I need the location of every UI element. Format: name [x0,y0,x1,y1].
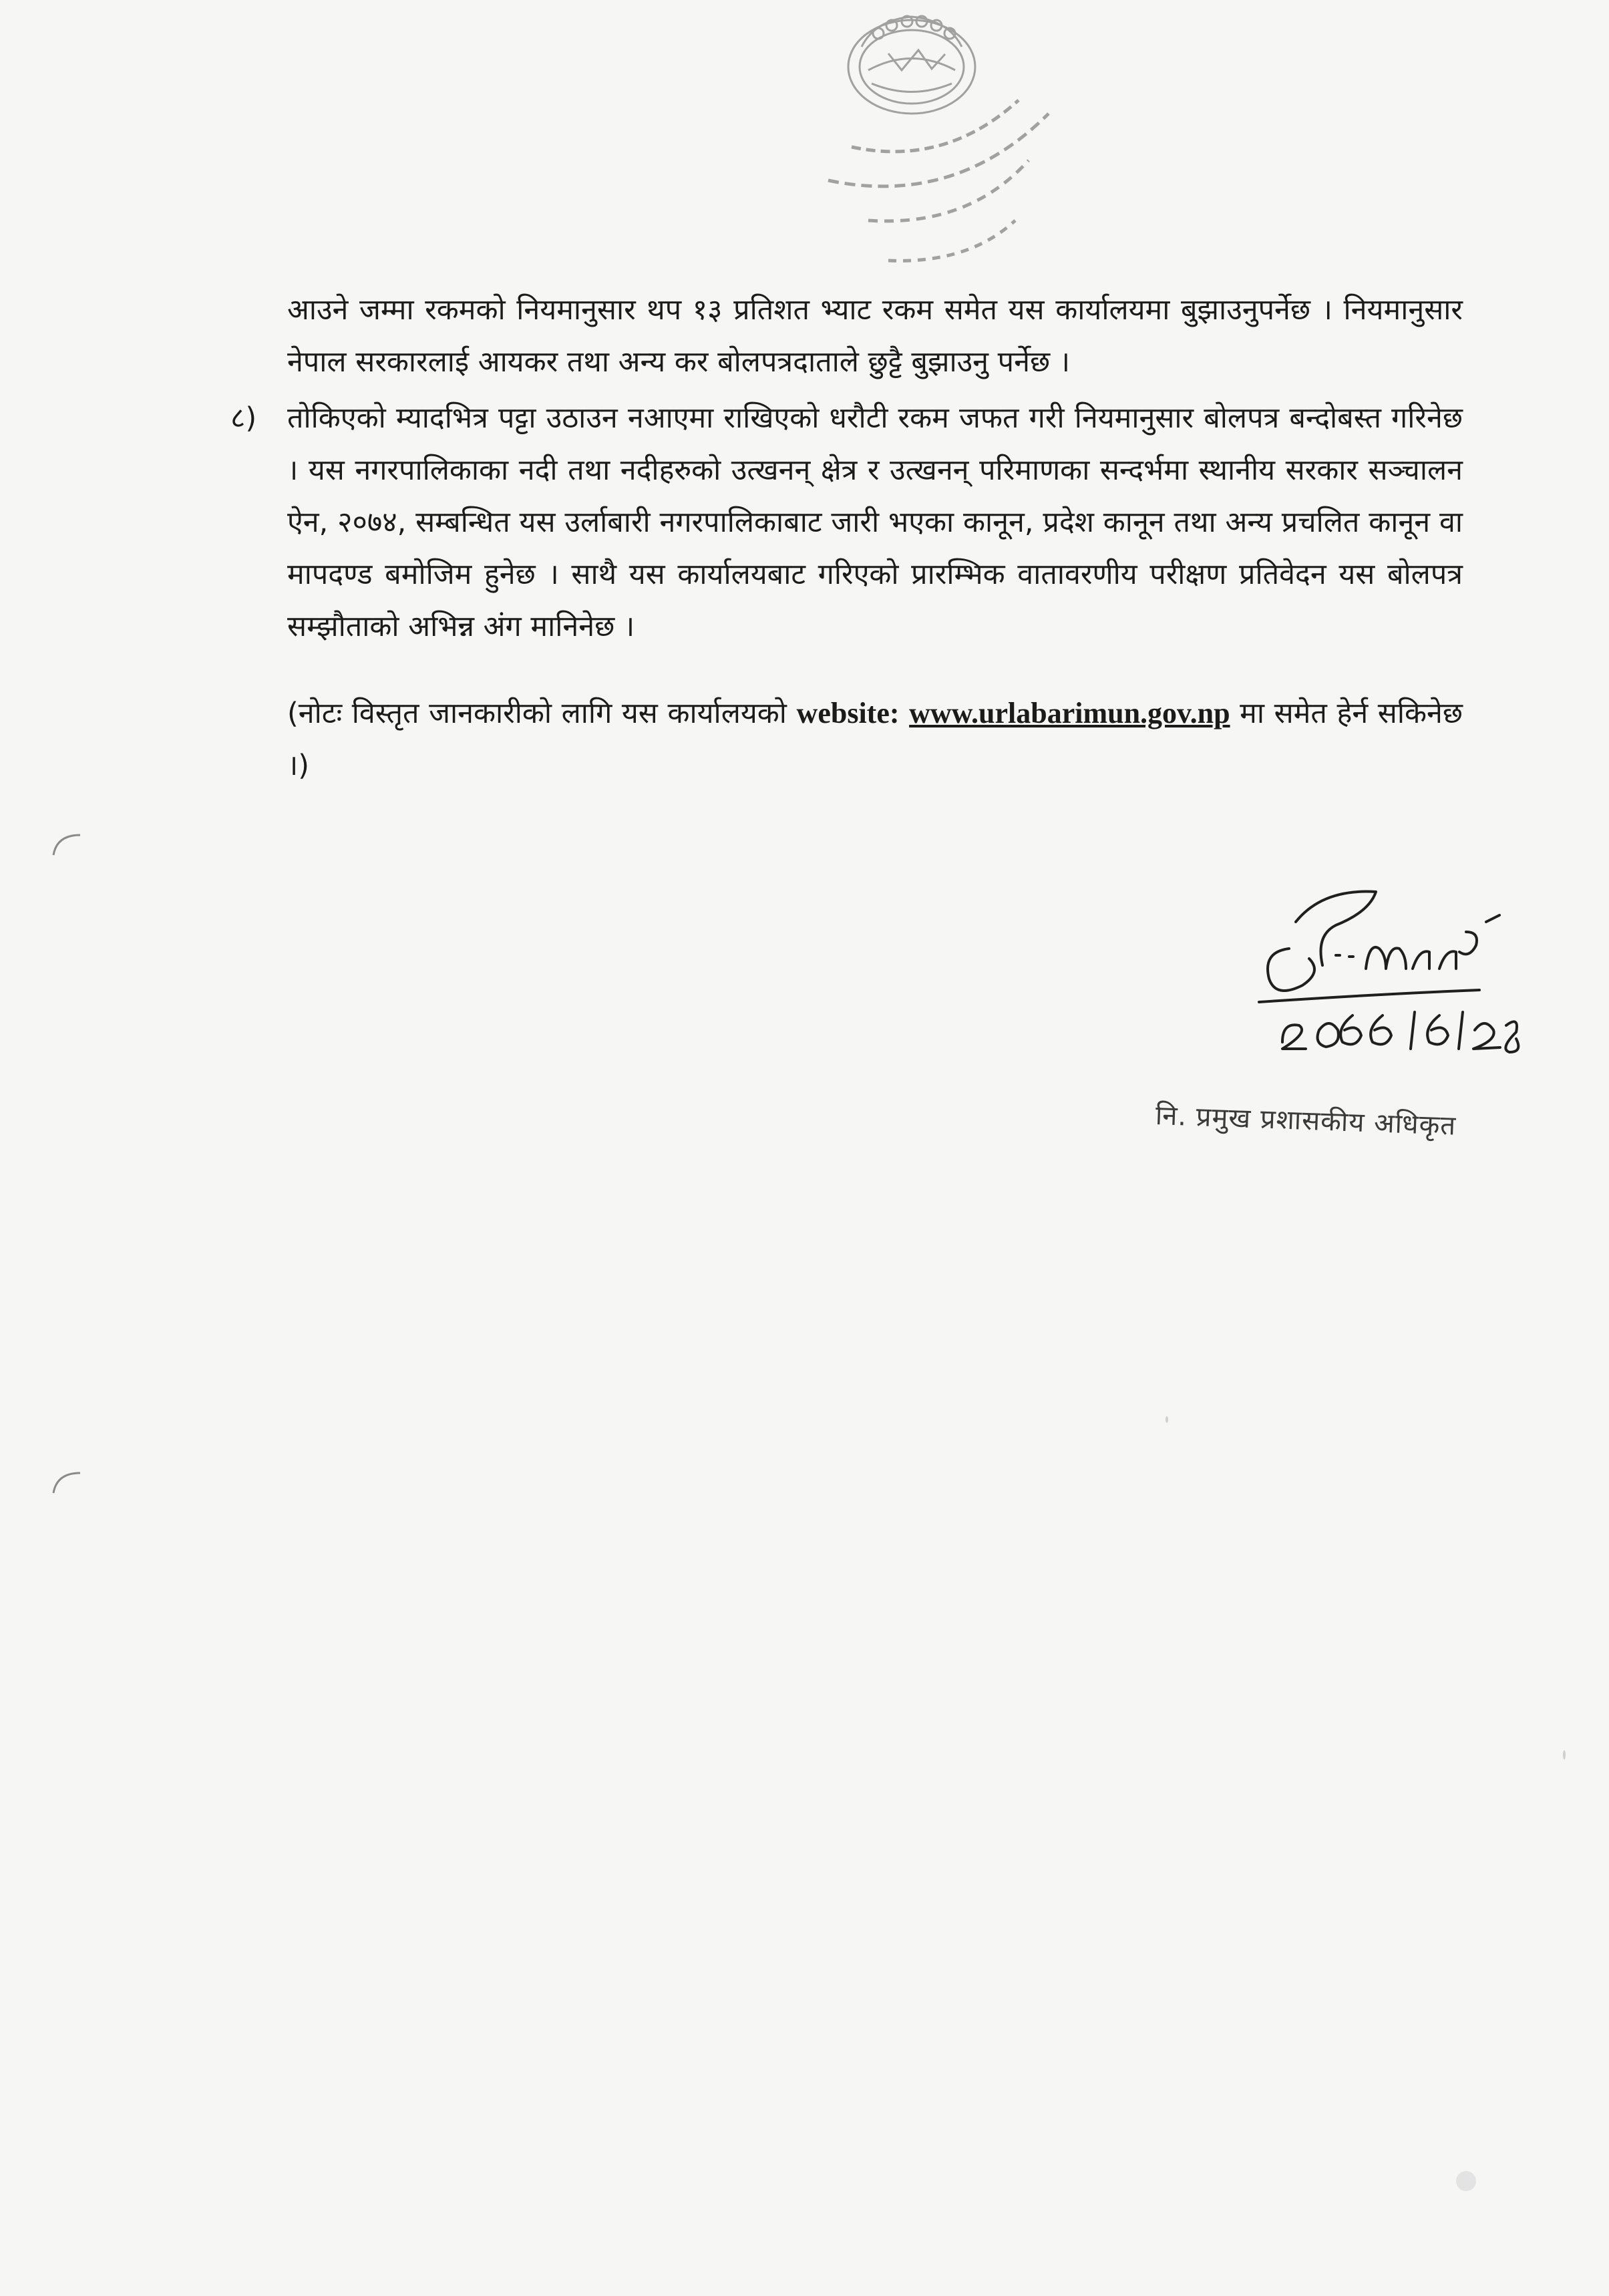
signatory-title: नि. प्रमुख प्रशासकीय अधिकृत [1155,1100,1457,1142]
website-note [287,687,1463,792]
scan-speck [1456,2171,1476,2191]
punch-hole-mark [47,825,100,878]
continued-paragraph: आउने जम्मा रकमको नियमानुसार थप १३ प्रतिशत भ्याट रकम समेत यस कार्यालयमा बुझाउनुपर्नेछ । नियमानुसार नेपाल सरकारलाई आयकर तथा अन्य कर बोलपत्रदाताले छुट्टै बुझाउनु पर्नेछ । [287,293,1463,379]
clause-number: ८) [230,401,257,435]
punch-hole-mark [47,1463,100,1516]
letter-body [230,284,1463,792]
clause-8 [230,392,1463,653]
municipality-seal [788,7,1095,287]
scan-speck [1563,1750,1566,1760]
note-prefix: (नोटः विस्तृत जानकारीको लागि यस कार्यालयको [287,697,787,730]
handwritten-signature [1242,875,1523,1069]
website-link[interactable]: www.urlabarimun.gov.np [909,697,1230,729]
clause-text: तोकिएको म्यादभित्र पट्टा उठाउन नआएमा राखिएको धरौटी रकम जफत गरी नियमानुसार बोलपत्र बन्दोबस्त गरिनेछ । यस नगरपालिकाका नदी तथा नदीहरुको उत्खनन् क्षेत्र र उत्खनन् परिमाणका सन्दर्भमा स्थानीय सरकार सञ्चालन ऐन, २०७४, सम्बन्धित यस उर्लाबारी नगरपालिकाबाट जारी भएका कानून, प्रदेश कानून तथा अन्य प्रचलित कानून वा मापदण्ड बमोजिम हुनेछ । साथै यस कार्यालयबाट गरिएको प्रारम्भिक वातावरणीय परीक्षण प्रतिवेदन यस बोलपत्र सम्झौताको अभिन्न अंग मानिनेछ । [287,401,1463,643]
seal-graphic [788,7,1095,287]
scan-speck [1166,1416,1168,1423]
signature-graphic [1242,875,1523,1069]
website-label: website: [796,697,900,729]
note-suffix: मा समेत हेर्न सकिनेछ ।) [287,697,1463,782]
